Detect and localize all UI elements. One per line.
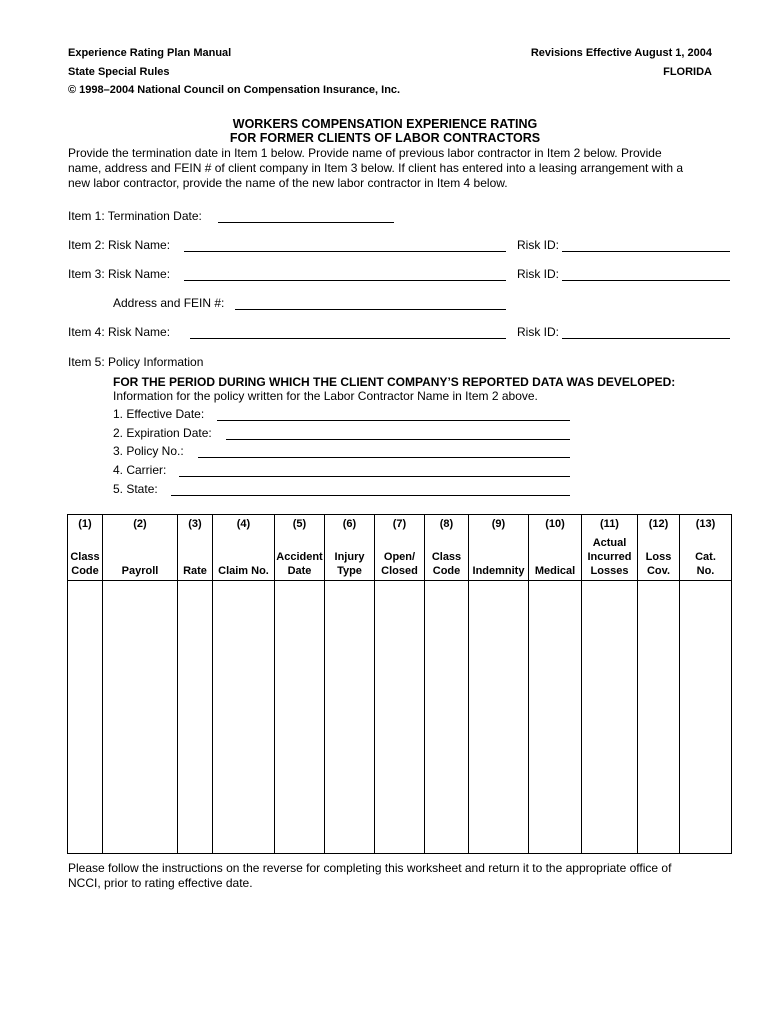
- column-label: Cat.: [695, 551, 716, 563]
- instructions: [68, 146, 748, 191]
- table-cell[interactable]: [469, 581, 529, 854]
- column-label: Incurred: [587, 551, 632, 563]
- column-number: (5): [292, 518, 307, 530]
- table-cell[interactable]: [68, 581, 103, 854]
- table-cell[interactable]: [325, 581, 375, 854]
- table-cell[interactable]: [178, 581, 213, 854]
- col-cat-no: [680, 515, 732, 581]
- period-heading: FOR THE PERIOD DURING WHICH THE CLIENT COMPANY’S REPORTED DATA WAS DEVELOPED:: [113, 375, 676, 389]
- column-label: Claim No.: [218, 565, 269, 577]
- column-number: (6): [342, 518, 357, 530]
- column-label: Injury: [334, 551, 365, 563]
- item3-risk-name-field[interactable]: [184, 280, 506, 281]
- loss-data-table: [67, 514, 732, 854]
- table-header-row: [68, 515, 732, 581]
- rules-section: State Special Rules: [68, 66, 170, 78]
- item3-risk-id-field[interactable]: [562, 280, 730, 281]
- instruction-line: Provide the termination date in Item 1 below. Provide name of previous labor contractor in Item 2 below. Provide: [68, 146, 662, 160]
- column-label: Closed: [381, 565, 418, 577]
- col-indemnity: [469, 515, 529, 581]
- column-number: (2): [133, 518, 147, 530]
- column-number: (12): [648, 518, 669, 530]
- column-label: Open/: [383, 551, 416, 563]
- table-cell[interactable]: [103, 581, 178, 854]
- column-label: Date: [287, 565, 312, 577]
- item4-risk-id-label: Risk ID:: [517, 325, 559, 339]
- column-label: Actual: [592, 537, 627, 549]
- column-number: (11): [600, 518, 619, 530]
- copyright: © 1998–2004 National Council on Compensation Insurance, Inc.: [68, 84, 401, 96]
- column-number: (8): [439, 518, 454, 530]
- address-fein-field[interactable]: [235, 309, 506, 310]
- item2-label: Item 2: Risk Name:: [68, 238, 171, 252]
- column-number: (4): [236, 518, 251, 530]
- column-number: (7): [392, 518, 407, 530]
- item4-label: Item 4: Risk Name:: [68, 325, 171, 339]
- column-label: Rate: [183, 565, 207, 577]
- column-label: Code: [71, 565, 99, 577]
- effective-date-label: 1. Effective Date:: [113, 407, 205, 421]
- carrier-label: 4. Carrier:: [113, 463, 167, 477]
- item4-risk-name-field[interactable]: [190, 338, 506, 339]
- table-cell[interactable]: [213, 581, 275, 854]
- item4-risk-id-field[interactable]: [562, 338, 730, 339]
- table-cell[interactable]: [529, 581, 582, 854]
- item5-label: Item 5: Policy Information: [68, 355, 204, 369]
- col-claim-no: [213, 515, 275, 581]
- footer-instructions: [68, 861, 748, 891]
- policy-no-field[interactable]: [198, 457, 570, 458]
- column-label: Type: [337, 565, 362, 577]
- col-accident-date: [275, 515, 325, 581]
- state-name: FLORIDA: [663, 66, 712, 78]
- instruction-line: new labor contractor, provide the name of the new labor contractor in Item 4 below.: [68, 176, 508, 190]
- table-cell[interactable]: [638, 581, 680, 854]
- carrier-field[interactable]: [179, 476, 570, 477]
- col-medical: [529, 515, 582, 581]
- column-number: (10): [545, 518, 565, 530]
- col-open-closed: [375, 515, 425, 581]
- column-label: Medical: [534, 565, 576, 577]
- column-number: (13): [695, 518, 716, 530]
- item2-risk-id-label: Risk ID:: [517, 238, 559, 252]
- column-label: Code: [432, 565, 461, 577]
- column-number: (3): [188, 518, 202, 530]
- footer-line: NCCI, prior to rating effective date.: [68, 876, 253, 890]
- col-class-code-2: [425, 515, 469, 581]
- form-title-line1: WORKERS COMPENSATION EXPERIENCE RATING: [232, 117, 538, 131]
- table-cell[interactable]: [275, 581, 325, 854]
- col-injury-type: [325, 515, 375, 581]
- expiration-date-label: 2. Expiration Date:: [113, 426, 212, 440]
- column-number: (9): [491, 518, 506, 530]
- column-number: (1): [78, 518, 92, 530]
- table-cell[interactable]: [582, 581, 638, 854]
- policy-no-label: 3. Policy No.:: [113, 444, 184, 458]
- item1-label: Item 1: Termination Date:: [68, 209, 202, 223]
- address-fein-label: Address and FEIN #:: [113, 296, 225, 310]
- col-payroll: [103, 515, 178, 581]
- table-cell[interactable]: [680, 581, 732, 854]
- column-label: Class: [431, 551, 462, 563]
- col-loss-cov: [638, 515, 680, 581]
- column-label: Losses: [590, 565, 629, 577]
- table-entry-row: [68, 581, 732, 854]
- expiration-date-field[interactable]: [226, 439, 570, 440]
- column-label: Loss: [645, 551, 672, 563]
- table-cell[interactable]: [425, 581, 469, 854]
- column-label: Class: [70, 551, 100, 563]
- termination-date-field[interactable]: [218, 222, 394, 223]
- item2-risk-id-field[interactable]: [562, 251, 730, 252]
- item3-risk-id-label: Risk ID:: [517, 267, 559, 281]
- col-actual-incurred-losses: [582, 515, 638, 581]
- policy-info-note: Information for the policy written for the Labor Contractor Name in Item 2 above.: [113, 389, 538, 403]
- col-rate: [178, 515, 213, 581]
- column-label: Cov.: [646, 565, 671, 577]
- column-label: Payroll: [121, 565, 159, 577]
- state-field[interactable]: [171, 495, 570, 496]
- state-label: 5. State:: [113, 482, 158, 496]
- table-cell[interactable]: [375, 581, 425, 854]
- instruction-line: name, address and FEIN # of client company in Item 3 below. If client has entered into a leasing arrangement with a: [68, 161, 684, 175]
- item3-label: Item 3: Risk Name:: [68, 267, 171, 281]
- item2-risk-name-field[interactable]: [184, 251, 506, 252]
- footer-line: Please follow the instructions on the reverse for completing this worksheet and return it to the appropriate office of: [68, 861, 672, 875]
- col-class-code: [68, 515, 103, 581]
- column-label: Accident: [276, 551, 323, 563]
- manual-title: Experience Rating Plan Manual: [68, 47, 232, 59]
- form-title-line2: FOR FORMER CLIENTS OF LABOR CONTRACTORS: [229, 131, 541, 145]
- effective-date-field[interactable]: [217, 420, 570, 421]
- column-label: No.: [696, 565, 715, 577]
- column-label: Indemnity: [472, 565, 525, 577]
- revision-date: Revisions Effective August 1, 2004: [530, 47, 712, 59]
